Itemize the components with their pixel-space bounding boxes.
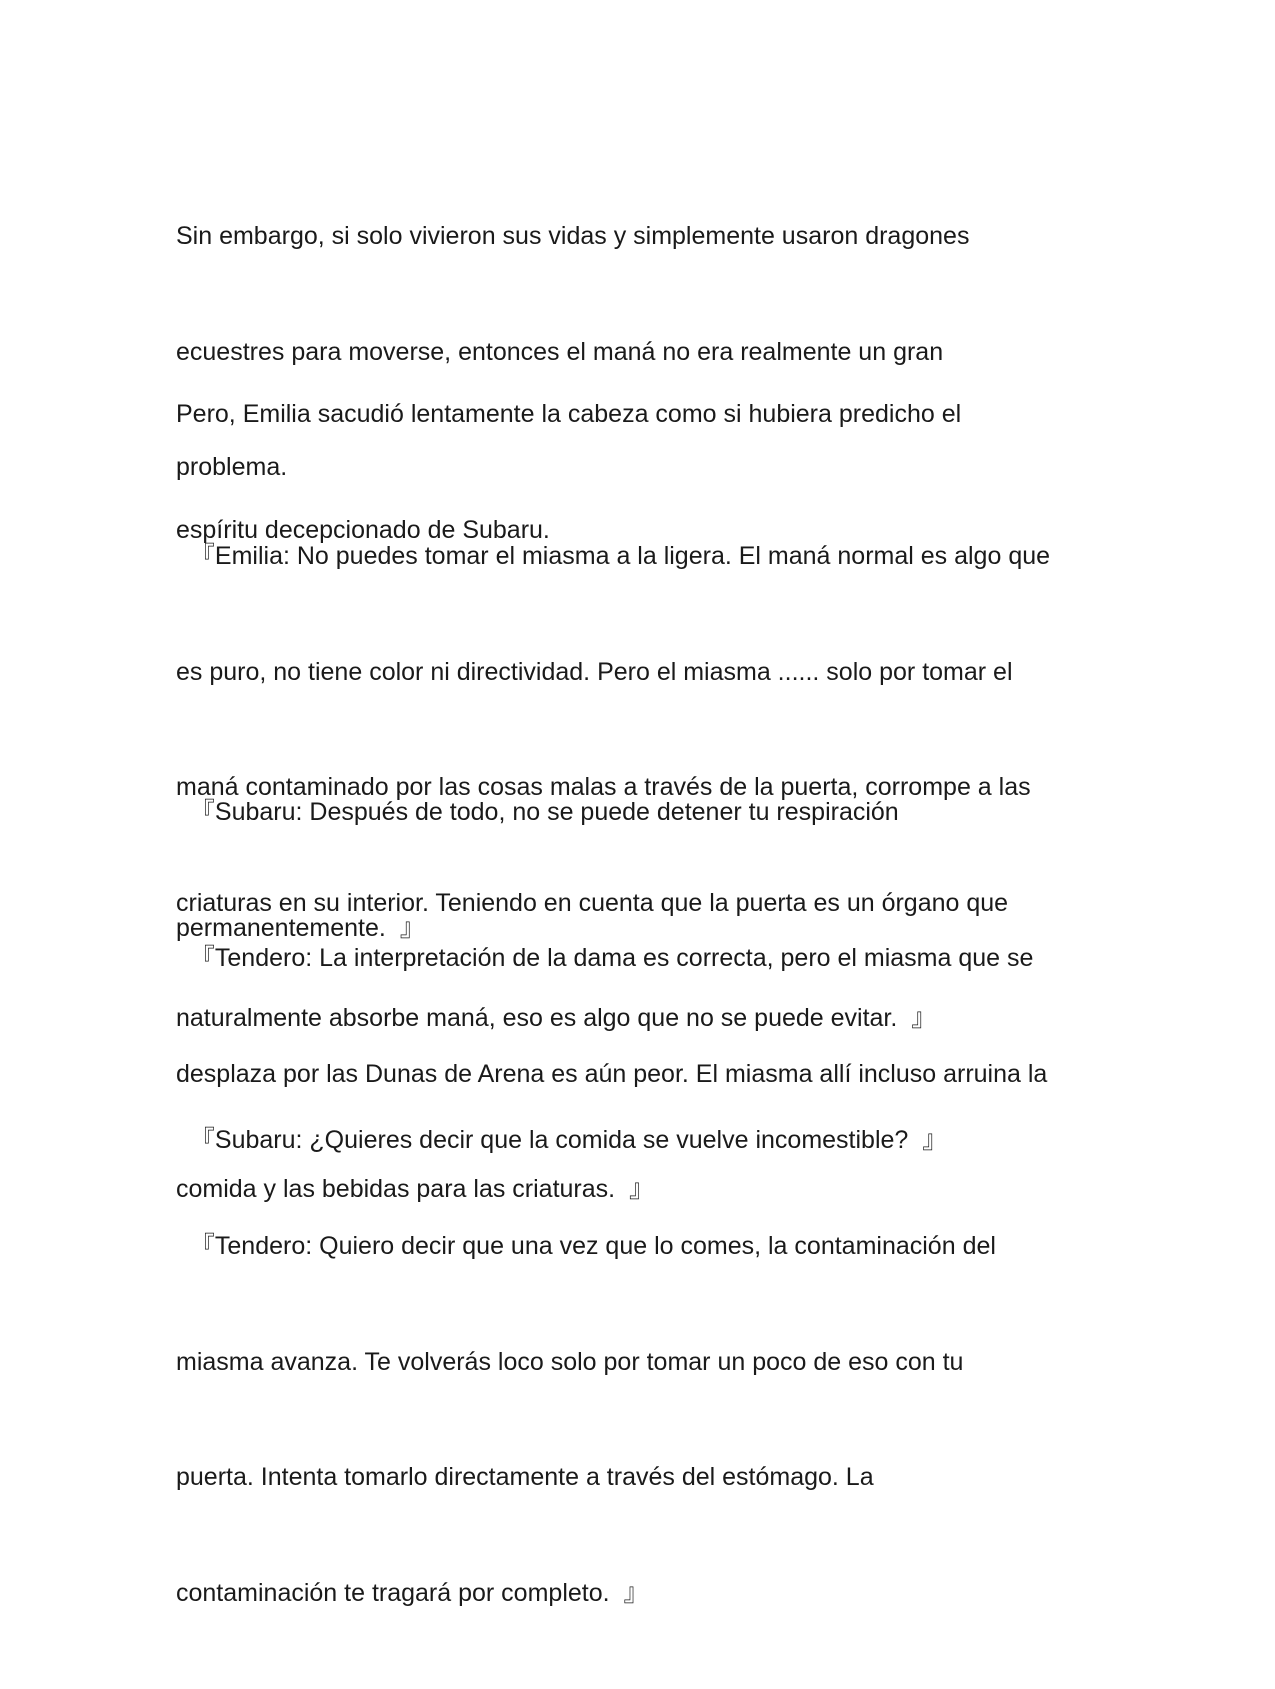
text-line: 『Subaru: ¿Quieres decir que la comida se vuelve incomestible? 』: [176, 1126, 948, 1154]
text-line: miasma avanza. Te volverás loco solo por tomar un poco de eso con tu: [176, 1347, 964, 1376]
text-line: desplaza por las Dunas de Arena es aún peor. El miasma allí incluso arruina la: [176, 1059, 1048, 1088]
text-line: maná contaminado por las cosas malas a través de la puerta, corrompe a las: [176, 773, 1031, 801]
text-line: puerta. Intenta tomarlo directamente a través del estómago. La: [176, 1463, 874, 1491]
text-line: comida y las bebidas para las criaturas. 』: [176, 1175, 654, 1203]
text-line: 『Tendero: La interpretación de la dama es correcta, pero el miasma que se: [176, 944, 1034, 972]
text-line: espíritu decepcionado de Subaru.: [176, 515, 550, 544]
dialogue-tendero-2: [176, 1150, 1106, 1689]
text-line: 『Subaru: Después de todo, no se puede detener tu respiración: [176, 798, 899, 826]
text-line: 『Emilia: No puedes tomar el miasma a la ligera. El maná normal es algo que: [176, 542, 1051, 570]
text-line: Sin embargo, si solo vivieron sus vidas y simplemente usaron dragones: [176, 222, 970, 250]
text-line: contaminación te tragará por completo. 』: [176, 1578, 649, 1607]
text-line: Pero, Emilia sacudió lentamente la cabeza como si hubiera predicho el: [176, 400, 962, 428]
text-line: ecuestres para moverse, entonces el maná no era realmente un gran: [176, 337, 944, 366]
text-line: criaturas en su interior. Teniendo en cuenta que la puerta es un órgano que: [176, 888, 1009, 917]
text-line: 『Tendero: Quiero decir que una vez que lo comes, la contaminación del: [176, 1232, 996, 1260]
text-line: naturalmente absorbe maná, eso es algo que no se puede evitar. 』: [176, 1004, 937, 1032]
text-line: es puro, no tiene color ni directividad. Pero el miasma ...... solo por tomar el: [176, 657, 1013, 686]
text-line: problema.: [176, 453, 288, 481]
text-line: permanentemente. 』: [176, 913, 425, 942]
